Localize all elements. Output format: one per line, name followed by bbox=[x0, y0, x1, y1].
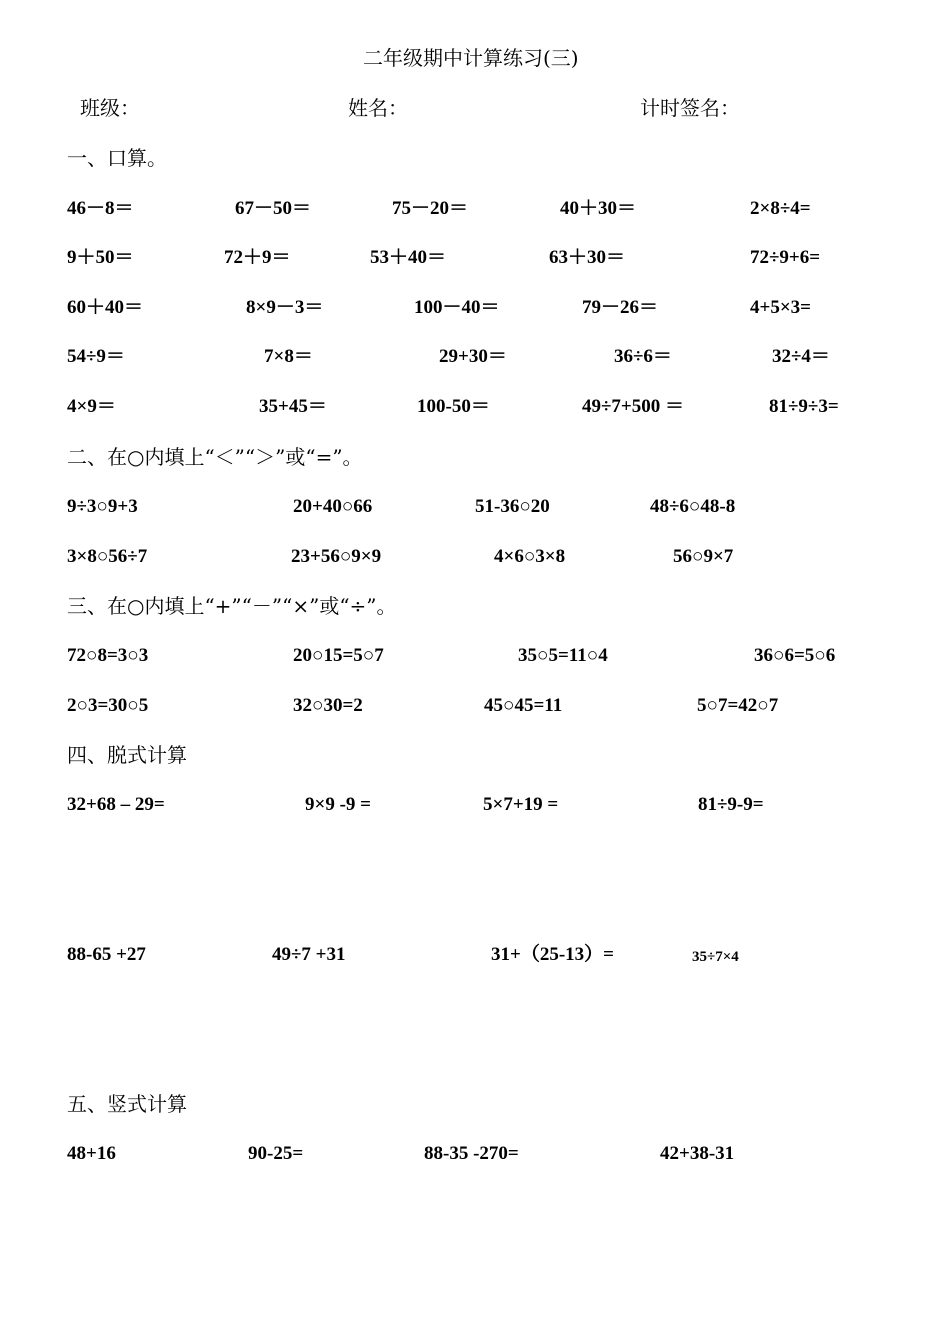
problem: 72÷9+6= bbox=[750, 247, 821, 268]
page-title: 二年级期中计算练习(三) bbox=[363, 46, 579, 70]
problem: 32÷4＝ bbox=[772, 346, 830, 367]
problem: 2○3=30○5 bbox=[67, 695, 149, 716]
problem: 88-65 +27 bbox=[67, 944, 146, 965]
problem: 48+16 bbox=[67, 1143, 116, 1164]
problem: 49÷7 +31 bbox=[272, 944, 346, 965]
problem: 20○15=5○7 bbox=[293, 645, 384, 666]
problem: 56○9×7 bbox=[673, 546, 734, 567]
problem: 32○30=2 bbox=[293, 695, 363, 716]
problem: 35÷7×4 bbox=[692, 949, 739, 965]
problem: 46－8＝ bbox=[67, 198, 134, 219]
problem: 63＋30＝ bbox=[549, 247, 626, 268]
problem: 49÷7+500 ＝ bbox=[582, 396, 685, 417]
time-sign-label: 计时签名： bbox=[640, 96, 740, 120]
problem: 2×8÷4= bbox=[750, 198, 811, 219]
section-4-heading: 四、脱式计算 bbox=[67, 743, 187, 767]
problem: 4×6○3×8 bbox=[494, 546, 566, 567]
problem: 72○8=3○3 bbox=[67, 645, 149, 666]
problem: 90-25= bbox=[248, 1143, 304, 1164]
problem: 9＋50＝ bbox=[67, 247, 134, 268]
problem: 100-50＝ bbox=[417, 396, 490, 417]
problem: 42+38-31 bbox=[660, 1143, 735, 1164]
problem: 100－40＝ bbox=[414, 297, 500, 318]
problem: 51-36○20 bbox=[475, 496, 550, 517]
problem: 35○5=11○4 bbox=[518, 645, 608, 666]
problem: 54÷9＝ bbox=[67, 346, 125, 367]
problem: 4+5×3= bbox=[750, 297, 811, 318]
problem: 48÷6○48-8 bbox=[650, 496, 736, 517]
problem: 81÷9÷3= bbox=[769, 396, 839, 417]
problem: 9×9 -9 = bbox=[305, 794, 371, 815]
problem: 67－50＝ bbox=[235, 198, 312, 219]
problem: 53＋40＝ bbox=[370, 247, 447, 268]
problem: 23+56○9×9 bbox=[291, 546, 382, 567]
section-3-heading: 三、在○内填上“+”“－”“×”或“÷”。 bbox=[67, 594, 397, 618]
problem: 60＋40＝ bbox=[67, 297, 144, 318]
section-5-heading: 五、竖式计算 bbox=[67, 1092, 187, 1116]
problem: 81÷9-9= bbox=[698, 794, 764, 815]
problem: 32+68 – 29= bbox=[67, 794, 165, 815]
problem: 75－20＝ bbox=[392, 198, 469, 219]
problem: 31+（25-13）= bbox=[491, 944, 614, 965]
problem: 5○7=42○7 bbox=[697, 695, 779, 716]
problem: 45○45=11 bbox=[484, 695, 563, 716]
problem: 8×9－3＝ bbox=[246, 297, 324, 318]
section-1-heading: 一、口算。 bbox=[67, 146, 167, 170]
problem: 35+45＝ bbox=[259, 396, 327, 417]
problem: 40＋30＝ bbox=[560, 198, 637, 219]
problem: 20+40○66 bbox=[293, 496, 373, 517]
problem: 72＋9＝ bbox=[224, 247, 291, 268]
name-label: 姓名： bbox=[348, 96, 408, 120]
problem: 7×8＝ bbox=[264, 346, 313, 367]
problem: 36○6=5○6 bbox=[754, 645, 836, 666]
problem: 36÷6＝ bbox=[614, 346, 672, 367]
problem: 3×8○56÷7 bbox=[67, 546, 148, 567]
problem: 4×9＝ bbox=[67, 396, 116, 417]
problem: 9÷3○9+3 bbox=[67, 496, 138, 517]
problem: 79－26＝ bbox=[582, 297, 659, 318]
problem: 5×7+19 = bbox=[483, 794, 559, 815]
section-2-heading: 二、在○内填上“＜”“＞”或“=”。 bbox=[67, 445, 363, 469]
problem: 29+30＝ bbox=[439, 346, 507, 367]
problem: 88-35 -270= bbox=[424, 1143, 519, 1164]
class-label: 班级： bbox=[80, 96, 140, 120]
